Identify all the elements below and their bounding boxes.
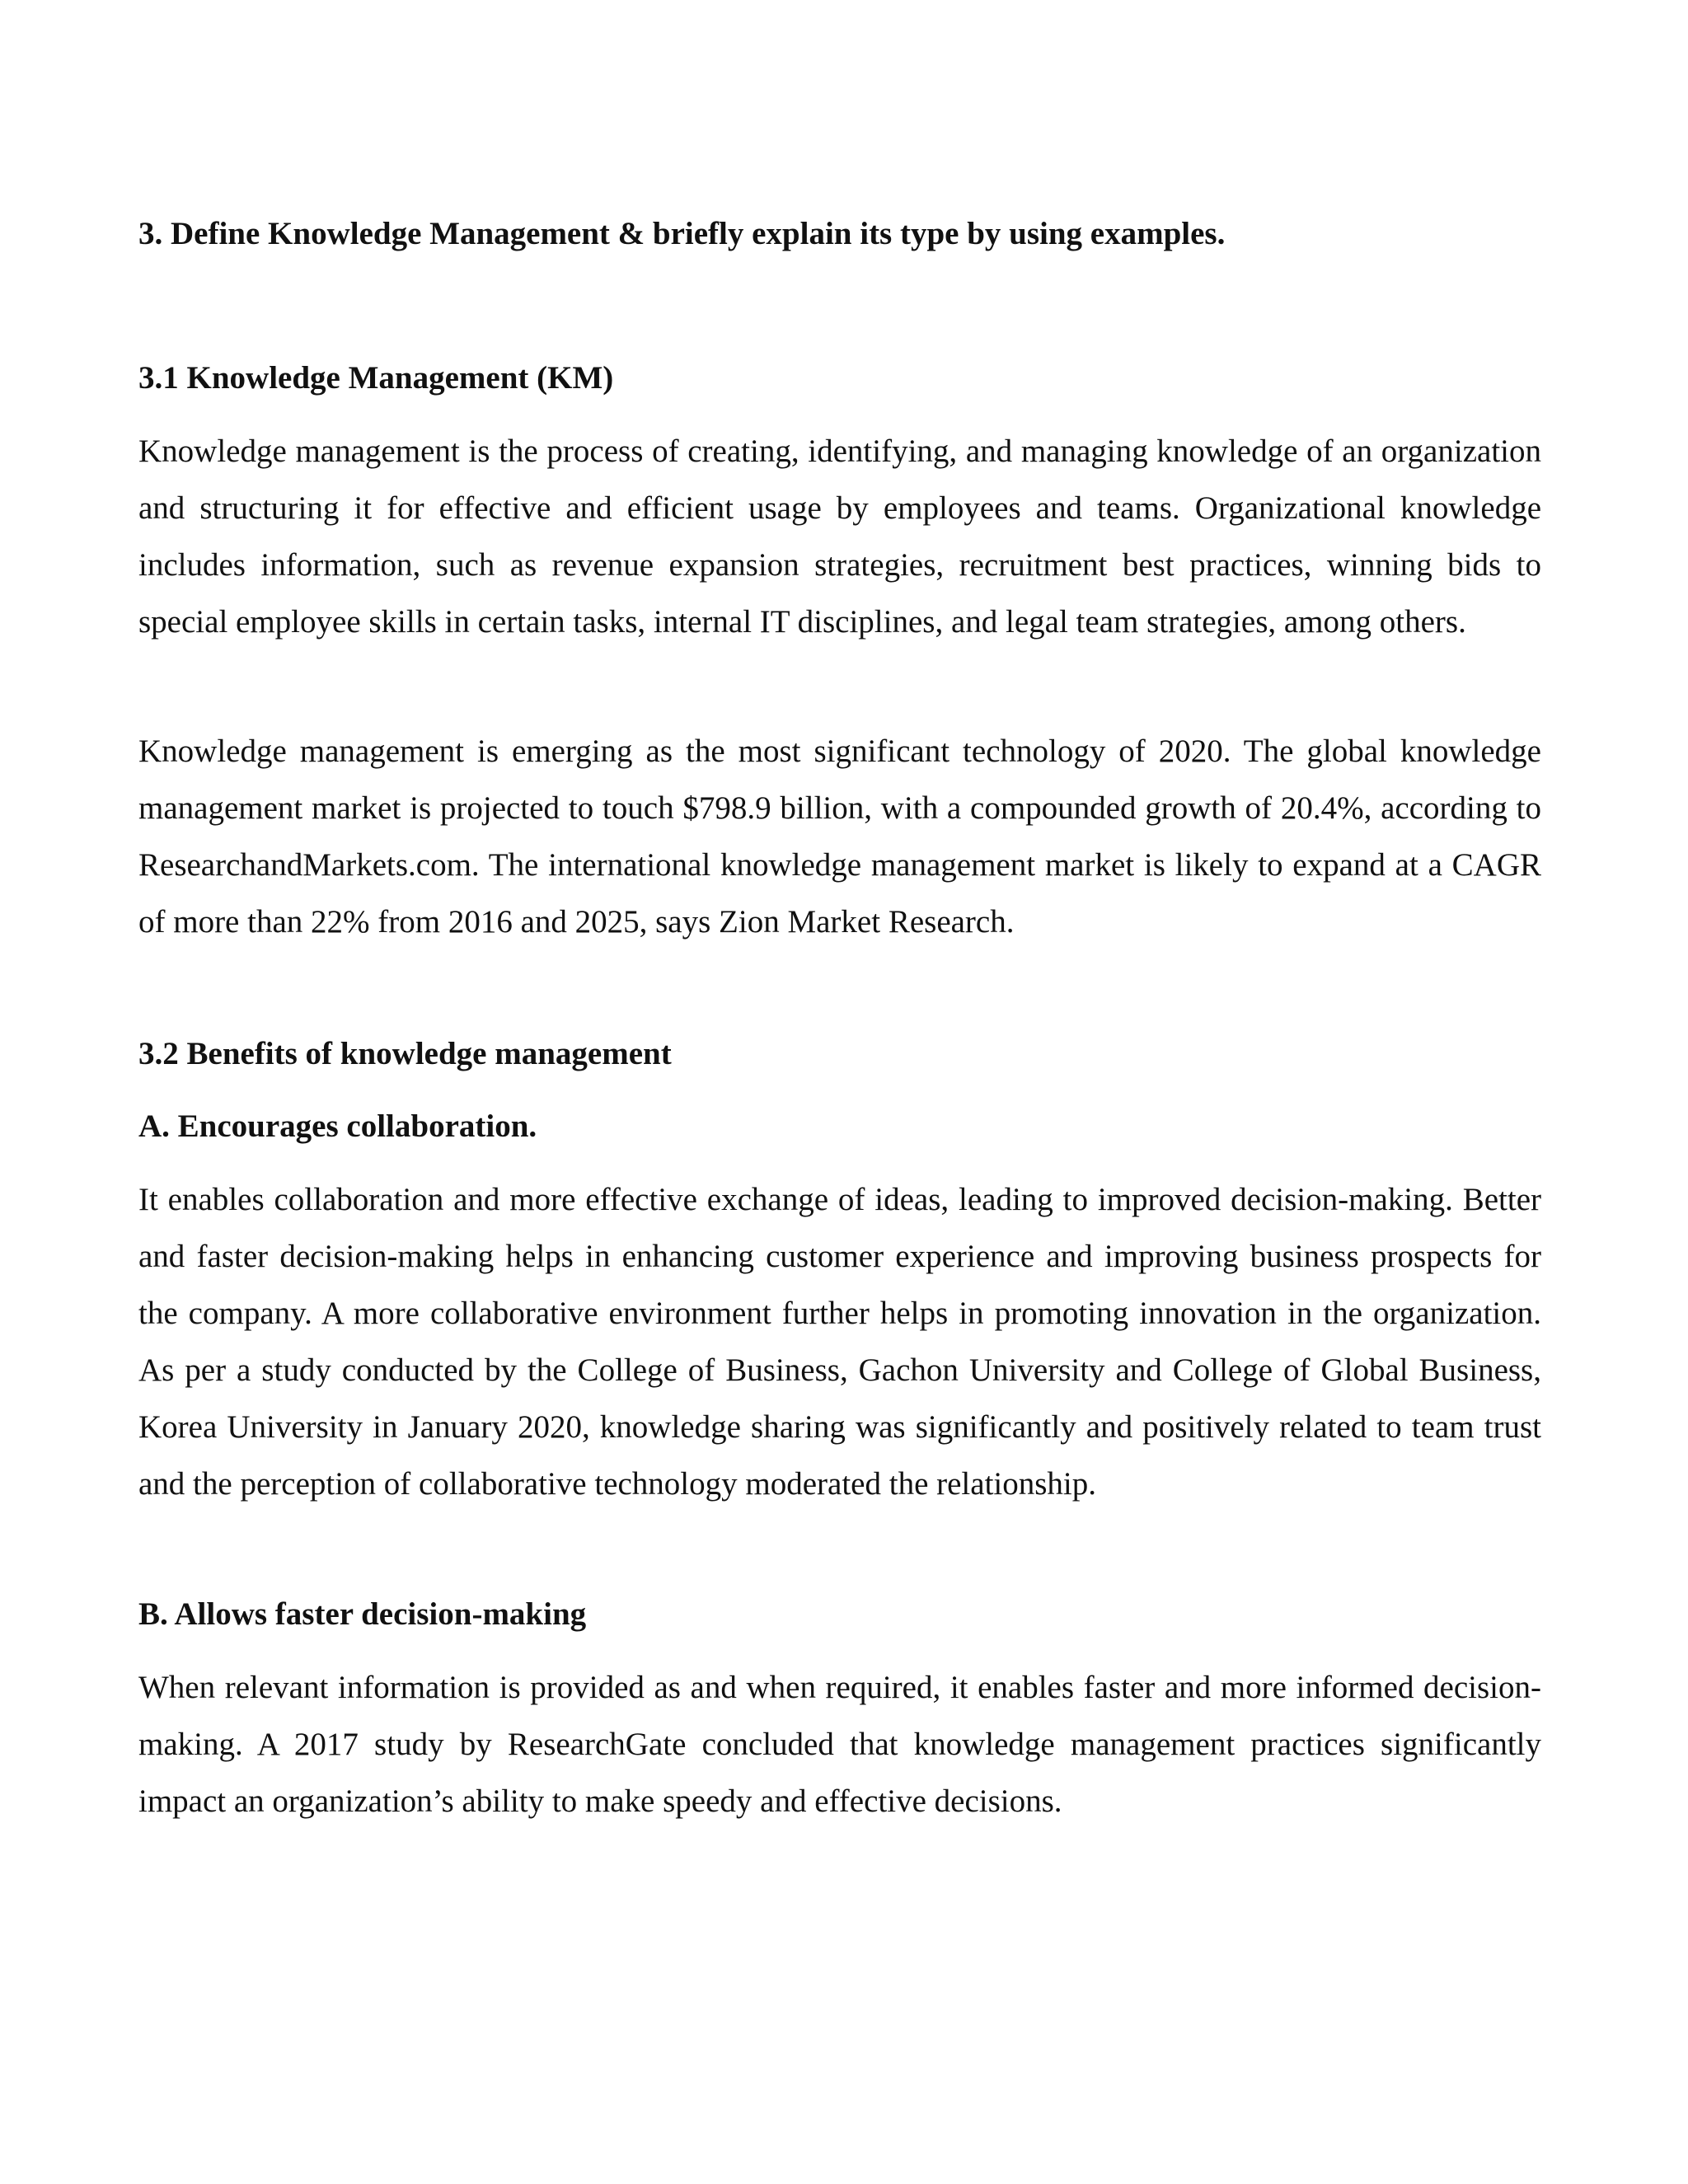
- benefit-b-paragraph: When relevant information is provided as and when required, it enables faster and more informed decision-making. A 2017 study by ResearchGate concluded that knowledge management practices significantly impact an organization’s ability to make speedy and effective decisions.: [138, 1670, 1541, 1819]
- section-3-1-paragraph-2: Knowledge management is emerging as the most significant technology of 2020. The global knowledge management market is projected to touch $798.9 billion, with a compounded growth of 20.4%, according to ResearchandMarkets.com. The international knowledge management market is likely to expand at a CAGR of more than 22% from 2016 and 2025, says Zion Market Research.: [138, 733, 1541, 940]
- main-heading: 3. Define Knowledge Management & briefly explain its type by using examples.: [138, 216, 1226, 251]
- benefit-b-heading: B. Allows faster decision-making: [138, 1596, 587, 1632]
- section-3-2-heading: 3.2 Benefits of knowledge management: [138, 1036, 672, 1071]
- section-3-1-heading: 3.1 Knowledge Management (KM): [138, 360, 614, 396]
- benefit-a-paragraph: It enables collaboration and more effective exchange of ideas, leading to improved decision-making. Better and faster decision-making helps in enhancing customer experience and improving business prospects for the company. A more collaborative environment further helps in promoting innovation in the organization. As per a study conducted by the College of Business, Gachon University and College of Global Business, Korea University in January 2020, knowledge sharing was significantly and positively related to team trust and the perception of collaborative technology moderated the relationship.: [138, 1182, 1541, 1502]
- benefit-a-heading: A. Encourages collaboration.: [138, 1108, 537, 1144]
- section-3-1-paragraph-1: Knowledge management is the process of creating, identifying, and managing knowledge of an organization and structuring it for effective and efficient usage by employees and teams. Organizational knowledge includes information, such as revenue expansion strategies, recruitment best practices, winning bids to special employee skills in certain tasks, internal IT disciplines, and legal team strategies, among others.: [138, 434, 1541, 640]
